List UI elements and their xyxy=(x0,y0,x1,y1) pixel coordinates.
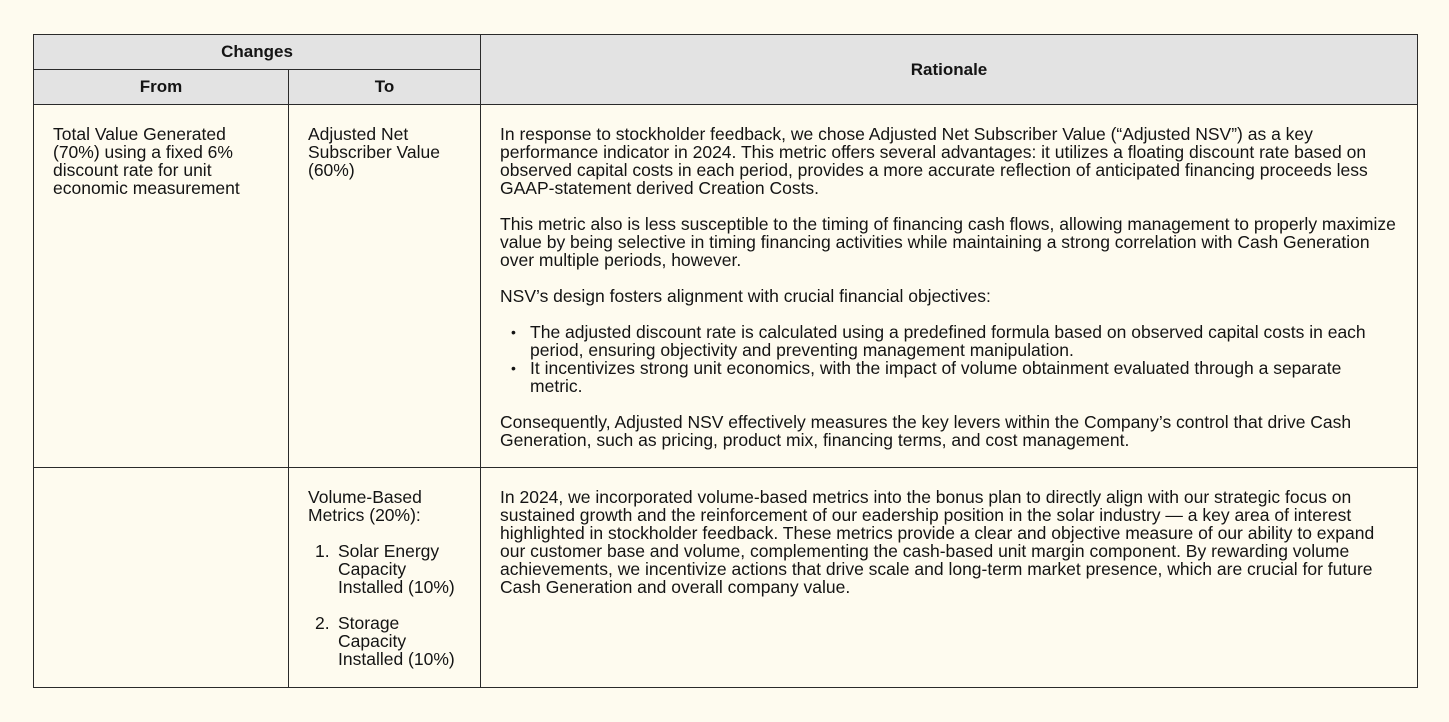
to-intro: Volume-Based Metrics (20%): xyxy=(308,487,422,525)
rationale-content xyxy=(481,105,1417,465)
rationale-paragraph: Consequently, Adjusted NSV effectively measures the key levers within the Company’s control that drive Cash Generation, such as pricing, product mix, financing terms, and cost management. xyxy=(500,412,1352,450)
header-from: From xyxy=(34,70,289,105)
list-item xyxy=(511,358,1398,396)
volume-metrics-list xyxy=(308,542,461,668)
list-item xyxy=(308,614,461,668)
from-text: Total Value Generated (70%) using a fixed 6% discount rate for unit economic measurement xyxy=(53,124,240,198)
rationale-text: In 2024, we incorporated volume-based metrics into the bonus plan to directly align with our strategic focus on sustained growth and the reinforcement of our eadership position in the solar industry — a key area of interest highlighted in stockholder feedback. These metrics provide a clear and objective measure of our ability to expand our customer base and volume, complementing the cash-based unit margin component. By rewarding volume achievements, we incentivize actions that drive scale and long-term market presence, which are crucial for future Cash Generation and overall company value. xyxy=(500,487,1375,597)
to-cell xyxy=(289,468,481,688)
list-number: 1. xyxy=(315,541,330,561)
rationale-paragraph: NSV’s design fosters alignment with crucial financial objectives: xyxy=(500,286,991,306)
rationale-paragraph: In response to stockholder feedback, we chose Adjusted Net Subscriber Value (“Adjusted NSV”) as a key performance indicator in 2024. This metric offers several advantages: it utilizes a floating discount rate based on observed capital costs in each period, provides a more accurate reflection of anticipated financing proceeds less GAAP-statement derived Creation Costs. xyxy=(500,124,1368,198)
to-content xyxy=(289,468,480,684)
from-text xyxy=(34,468,288,504)
bullet-icon: • xyxy=(511,324,516,340)
to-text: Adjusted Net Subscriber Value (60%) xyxy=(308,124,440,180)
from-cell xyxy=(34,468,289,688)
list-item xyxy=(511,322,1398,360)
header-to: To xyxy=(289,70,481,105)
list-item-text: Solar Energy Capacity Installed (10%) xyxy=(338,541,455,597)
list-item-text: The adjusted discount rate is calculated using a predefined formula based on observed capital costs in each period, ensuring objectivity and preventing management manipulation. xyxy=(530,322,1366,360)
list-item-text: It incentivizes strong unit economics, with the impact of volume obtainment evaluated through a separate metric. xyxy=(530,358,1342,396)
bullet-icon: • xyxy=(511,360,516,376)
list-number: 2. xyxy=(315,613,330,633)
from-cell xyxy=(34,105,289,468)
objectives-list xyxy=(500,323,1398,395)
rationale-cell xyxy=(481,468,1418,688)
compensation-changes-table xyxy=(33,34,1418,688)
rationale-paragraph: This metric also is less susceptible to the timing of financing cash flows, allowing management to properly maximize value by being selective in timing financing activities while maintaining a strong correlation with Cash Generation over multiple periods, however. xyxy=(500,214,1396,270)
table-row xyxy=(34,468,1418,688)
to-cell xyxy=(289,105,481,468)
table-row xyxy=(34,105,1418,468)
list-item xyxy=(308,542,461,596)
header-rationale: Rationale xyxy=(481,35,1418,105)
rationale-cell xyxy=(481,105,1418,468)
header-changes: Changes xyxy=(34,35,481,70)
list-item-text: Storage Capacity Installed (10%) xyxy=(338,613,455,669)
